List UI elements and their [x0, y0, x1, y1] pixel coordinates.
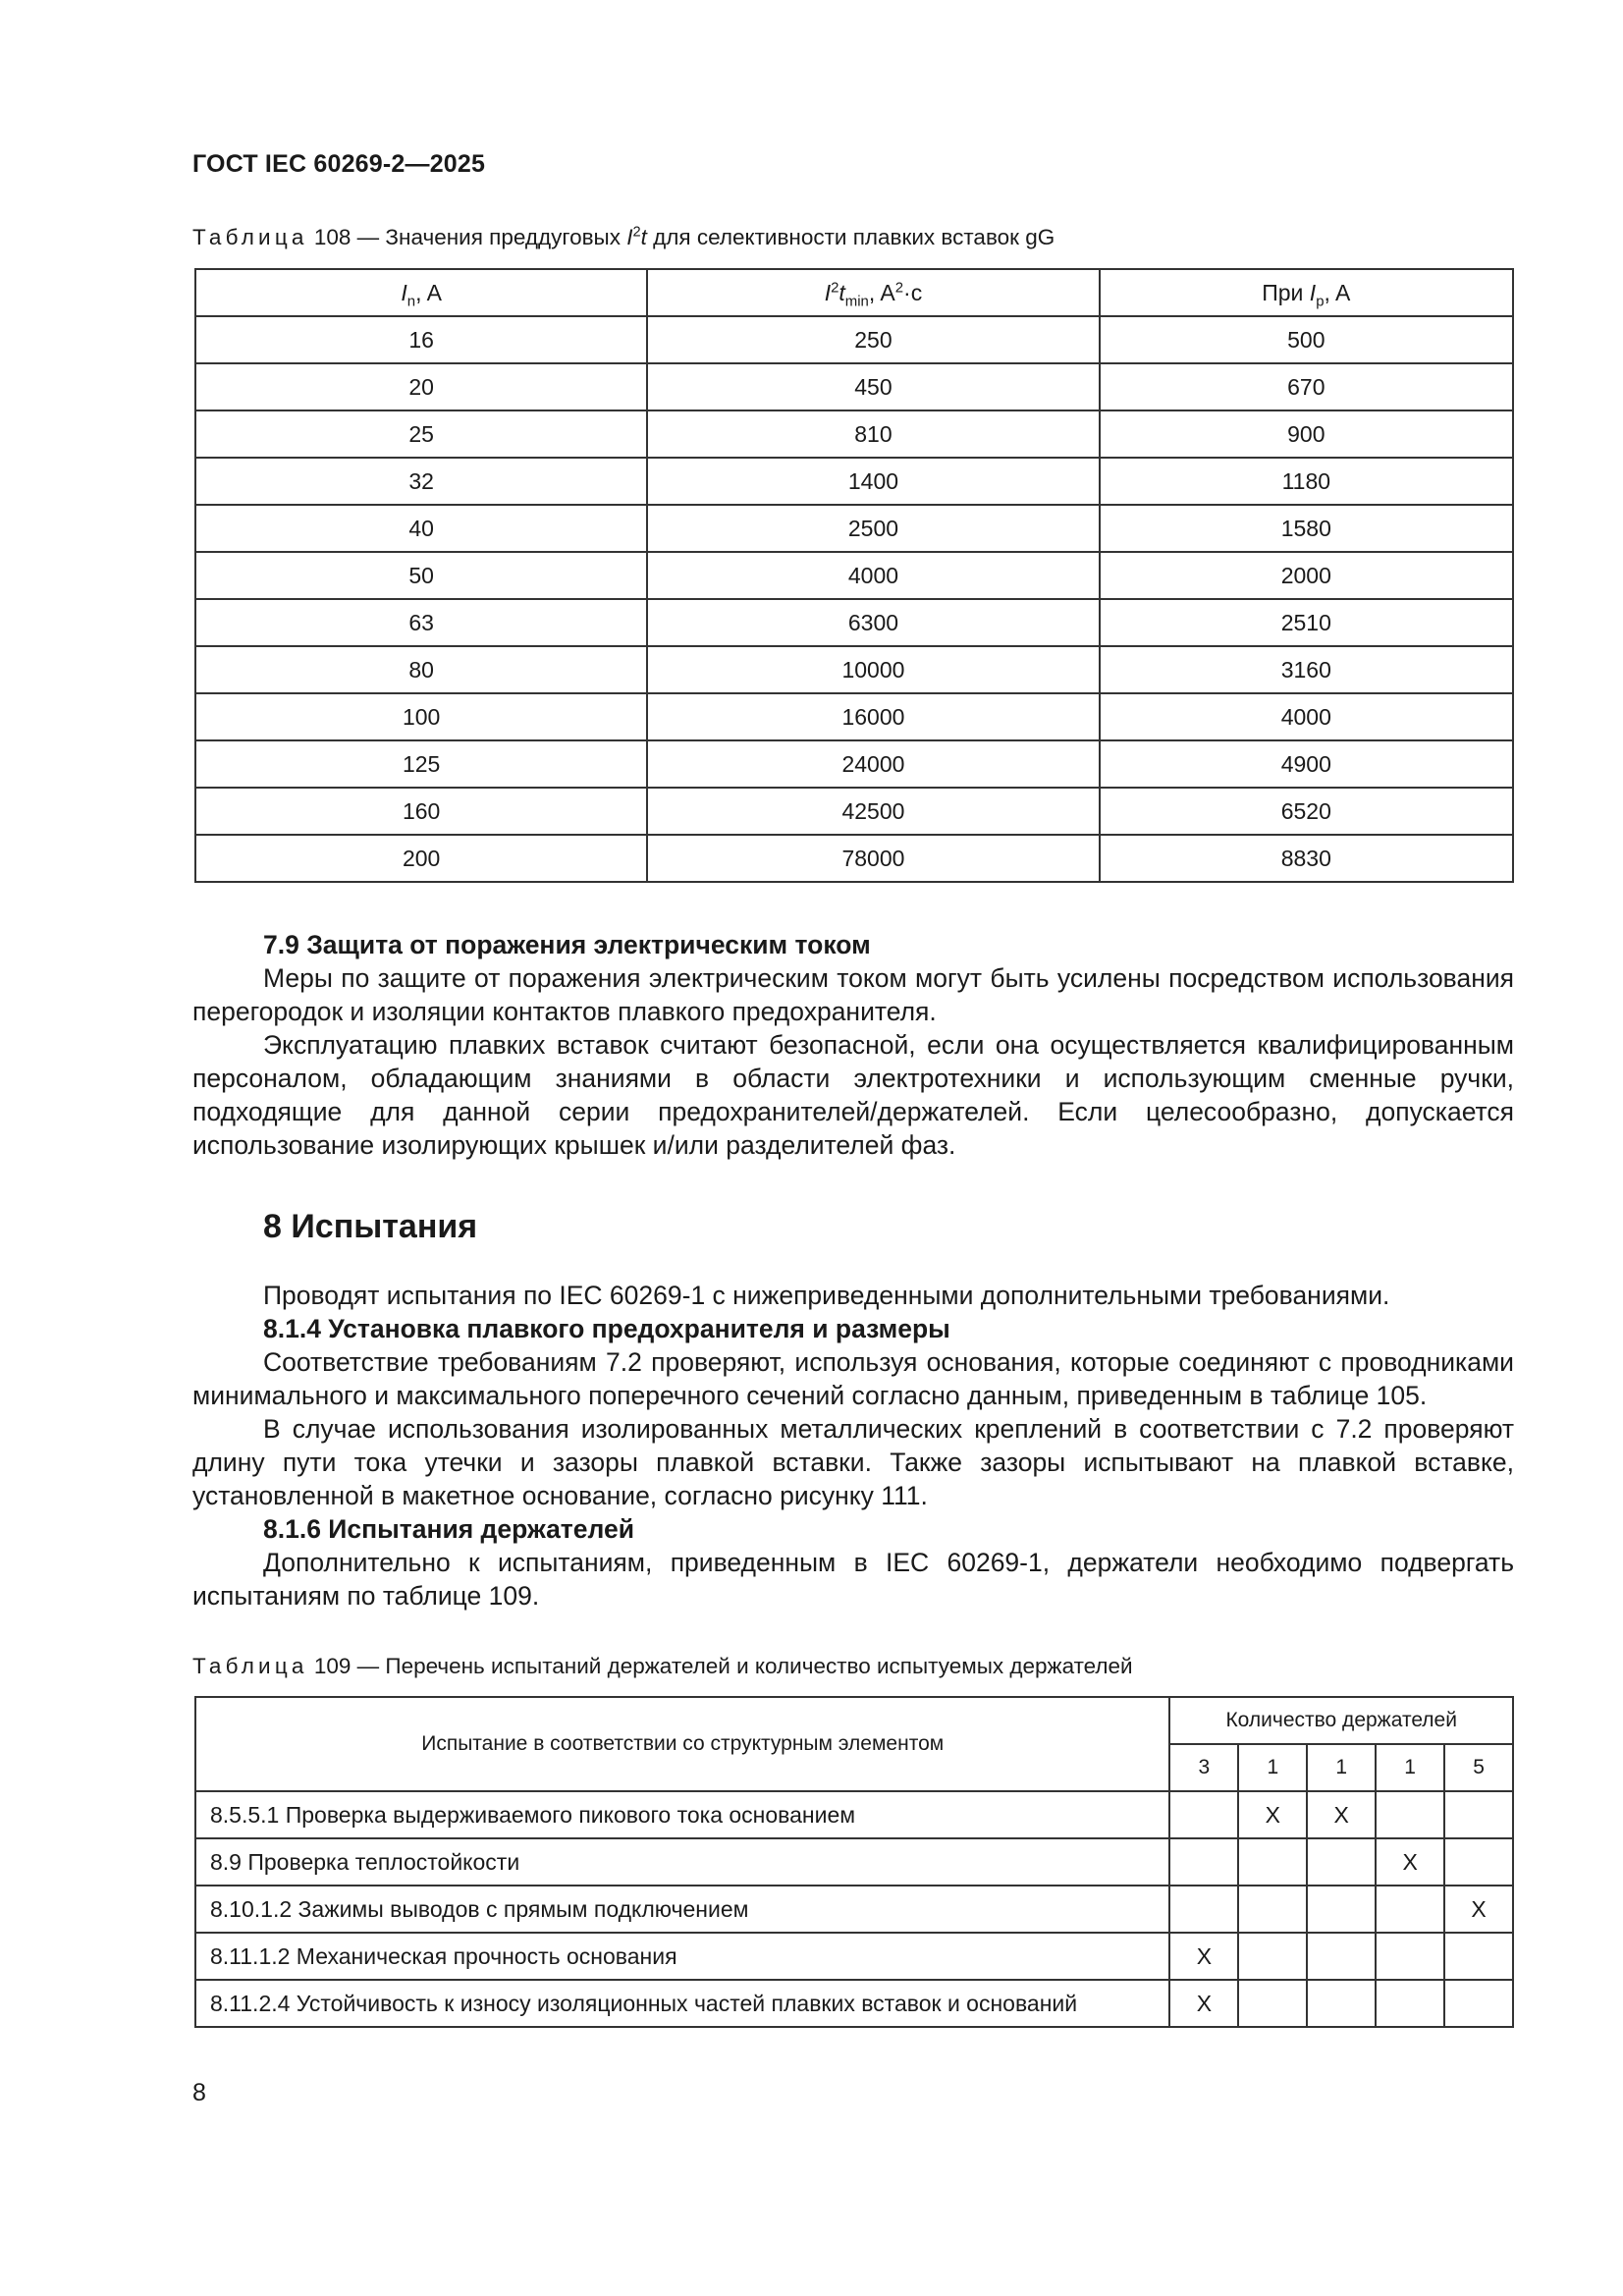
test-name-cell: 8.10.1.2 Зажимы выводов с прямым подключением — [195, 1886, 1169, 1933]
header-cell-quantity: Количество держателей — [1169, 1697, 1513, 1744]
mark-cell — [1444, 1933, 1513, 1980]
table-row — [195, 835, 1513, 882]
table-cell: 1580 — [1100, 505, 1513, 552]
mark-cell — [1376, 1980, 1444, 2027]
subsection-heading-8-1-4: 8.1.4 Установка плавкого предохранителя и размеры — [263, 1314, 950, 1343]
mark-cell — [1307, 1886, 1376, 1933]
mark-cell: X — [1376, 1838, 1444, 1886]
table-cell: 160 — [195, 788, 647, 835]
table-cell: 78000 — [647, 835, 1099, 882]
table-cell: 200 — [195, 835, 647, 882]
mark-cell — [1307, 1980, 1376, 2027]
header-cell-quantity-value: 5 — [1444, 1744, 1513, 1791]
table-row — [195, 505, 1513, 552]
mark-cell: X — [1238, 1791, 1307, 1838]
section-heading-8: 8 Испытания — [263, 1208, 478, 1245]
test-name-cell: 8.11.1.2 Механическая прочность основания — [195, 1933, 1169, 1980]
table-row — [195, 552, 1513, 599]
caption-text-pre: 108 — Значения преддуговых — [313, 225, 627, 249]
table-row — [195, 599, 1513, 646]
mark-cell — [1169, 1838, 1238, 1886]
table-cell: 42500 — [647, 788, 1099, 835]
header-cell-ip: При $I_p$, A — [1100, 269, 1513, 316]
table-cell: 3160 — [1100, 646, 1513, 693]
table-cell: 100 — [195, 693, 647, 740]
table-row — [195, 363, 1513, 410]
table-row — [195, 1980, 1513, 2027]
test-name-cell: 8.5.5.1 Проверка выдерживаемого пикового тока основанием — [195, 1791, 1169, 1838]
table-109-caption — [192, 1654, 1133, 1679]
table-row — [195, 1933, 1513, 1980]
table-cell: 500 — [1100, 316, 1513, 363]
table-cell: 1180 — [1100, 458, 1513, 505]
table-cell: 4000 — [1100, 693, 1513, 740]
table-108-caption — [192, 225, 1055, 250]
table-cell: 63 — [195, 599, 647, 646]
table-row — [195, 693, 1513, 740]
table-cell: 25 — [195, 410, 647, 458]
table-cell: 2500 — [647, 505, 1099, 552]
table-row — [195, 740, 1513, 788]
test-name-cell: 8.11.2.4 Устойчивость к износу изоляционных частей плавких вставок и оснований — [195, 1980, 1169, 2027]
mark-cell — [1238, 1980, 1307, 2027]
section-heading: 7.9 Защита от поражения электрическим током — [263, 930, 871, 959]
table-cell: 50 — [195, 552, 647, 599]
table-row — [195, 410, 1513, 458]
header-cell-in: $I_n$, A — [195, 269, 647, 316]
header-cell-quantity-value: 1 — [1238, 1744, 1307, 1791]
table-cell: 125 — [195, 740, 647, 788]
header-cell-quantity-value: 1 — [1307, 1744, 1376, 1791]
table-row — [195, 1791, 1513, 1838]
test-name-cell: 8.9 Проверка теплостойкости — [195, 1838, 1169, 1886]
document-header: ГОСТ IEC 60269-2—2025 — [192, 150, 486, 178]
table-cell: 40 — [195, 505, 647, 552]
mark-cell — [1444, 1791, 1513, 1838]
mark-cell — [1169, 1791, 1238, 1838]
paragraph: Меры по защите от поражения электрическим током могут быть усилены посредством использования перегородок и изоляции контактов плавкого предохранителя. — [192, 963, 1514, 1026]
caption-superscript: 2 — [632, 224, 641, 241]
subsection-heading-8-1-6: 8.1.6 Испытания держателей — [263, 1514, 635, 1544]
mark-cell — [1376, 1791, 1444, 1838]
mark-cell: X — [1444, 1886, 1513, 1933]
table-cell: 20 — [195, 363, 647, 410]
mark-cell — [1238, 1838, 1307, 1886]
paragraph: Проводят испытания по IEC 60269-1 с нижеприведенными дополнительными требованиями. — [263, 1281, 1390, 1310]
caption-label: Таблица — [192, 1654, 308, 1678]
caption-symbol-t: t — [640, 225, 647, 249]
table-cell: 24000 — [647, 740, 1099, 788]
table-cell: 250 — [647, 316, 1099, 363]
mark-cell — [1238, 1933, 1307, 1980]
caption-symbol: I — [626, 225, 633, 249]
mark-cell — [1376, 1933, 1444, 1980]
table-cell: 900 — [1100, 410, 1513, 458]
table-row — [195, 316, 1513, 363]
table-cell: 670 — [1100, 363, 1513, 410]
table-cell: 450 — [647, 363, 1099, 410]
table-cell: 2000 — [1100, 552, 1513, 599]
paragraph: В случае использования изолированных металлических креплений в соответствии с 7.2 проверяют длину пути тока утечки и зазоры плавкой вставки. Также зазоры испытывают на плавкой вставке, установленной в макетное основание, согласно рисунку 111. — [192, 1414, 1514, 1510]
mark-cell — [1376, 1886, 1444, 1933]
mark-cell: X — [1169, 1980, 1238, 2027]
mark-cell — [1307, 1933, 1376, 1980]
table-cell: 10000 — [647, 646, 1099, 693]
header-cell-quantity-value: 3 — [1169, 1744, 1238, 1791]
mark-cell — [1307, 1838, 1376, 1886]
table-cell: 4000 — [647, 552, 1099, 599]
mark-cell: X — [1169, 1933, 1238, 1980]
table-108 — [194, 268, 1514, 883]
header-cell-i2t: $I^2t_{min}$, $A^2\cdot c$ — [647, 269, 1099, 316]
mark-cell — [1444, 1838, 1513, 1886]
table-row — [195, 1838, 1513, 1886]
table-cell: 32 — [195, 458, 647, 505]
table-cell: 2510 — [1100, 599, 1513, 646]
table-cell: 4900 — [1100, 740, 1513, 788]
caption-text-post: для селективности плавких вставок gG — [646, 225, 1055, 249]
table-row — [195, 646, 1513, 693]
table-cell: 1400 — [647, 458, 1099, 505]
table-109 — [194, 1696, 1514, 2028]
mark-cell: X — [1307, 1791, 1376, 1838]
table-header-row — [195, 269, 1513, 316]
table-cell: 16000 — [647, 693, 1099, 740]
paragraph: Соответствие требованиям 7.2 проверяют, используя основания, которые соединяют с проводниками минимального и максимального поперечного сечений согласно данным, приведенным в таблице 105. — [192, 1347, 1514, 1410]
table-header-row — [195, 1697, 1513, 1744]
table-cell: 810 — [647, 410, 1099, 458]
table-row — [195, 458, 1513, 505]
section-7-9 — [192, 928, 1514, 1162]
paragraph: Эксплуатацию плавких вставок считают безопасной, если она осуществляется квалифицированным персоналом, обладающим знаниями в области электротехники и использующим сменные ручки, подходящие для данной серии предохранителей/держателей. Если целесообразно, допускается использование изолирующих крышек и/или разделителей фаз. — [192, 1030, 1514, 1160]
mark-cell — [1238, 1886, 1307, 1933]
paragraph: Дополнительно к испытаниям, приведенным в IEC 60269-1, держатели необходимо подвергать испытаниям по таблице 109. — [192, 1548, 1514, 1611]
table-cell: 6300 — [647, 599, 1099, 646]
table-cell: 16 — [195, 316, 647, 363]
mark-cell — [1169, 1886, 1238, 1933]
table-cell: 6520 — [1100, 788, 1513, 835]
section-8 — [192, 1279, 1514, 1613]
caption-text: 109 — Перечень испытаний держателей и количество испытуемых держателей — [313, 1654, 1133, 1678]
table-cell: 8830 — [1100, 835, 1513, 882]
table-row — [195, 1886, 1513, 1933]
header-cell-test: Испытание в соответствии со структурным элементом — [195, 1697, 1169, 1791]
table-row — [195, 788, 1513, 835]
table-cell: 80 — [195, 646, 647, 693]
mark-cell — [1444, 1980, 1513, 2027]
caption-label: Таблица — [192, 225, 308, 249]
header-cell-quantity-value: 1 — [1376, 1744, 1444, 1791]
page-number: 8 — [192, 2079, 206, 2106]
